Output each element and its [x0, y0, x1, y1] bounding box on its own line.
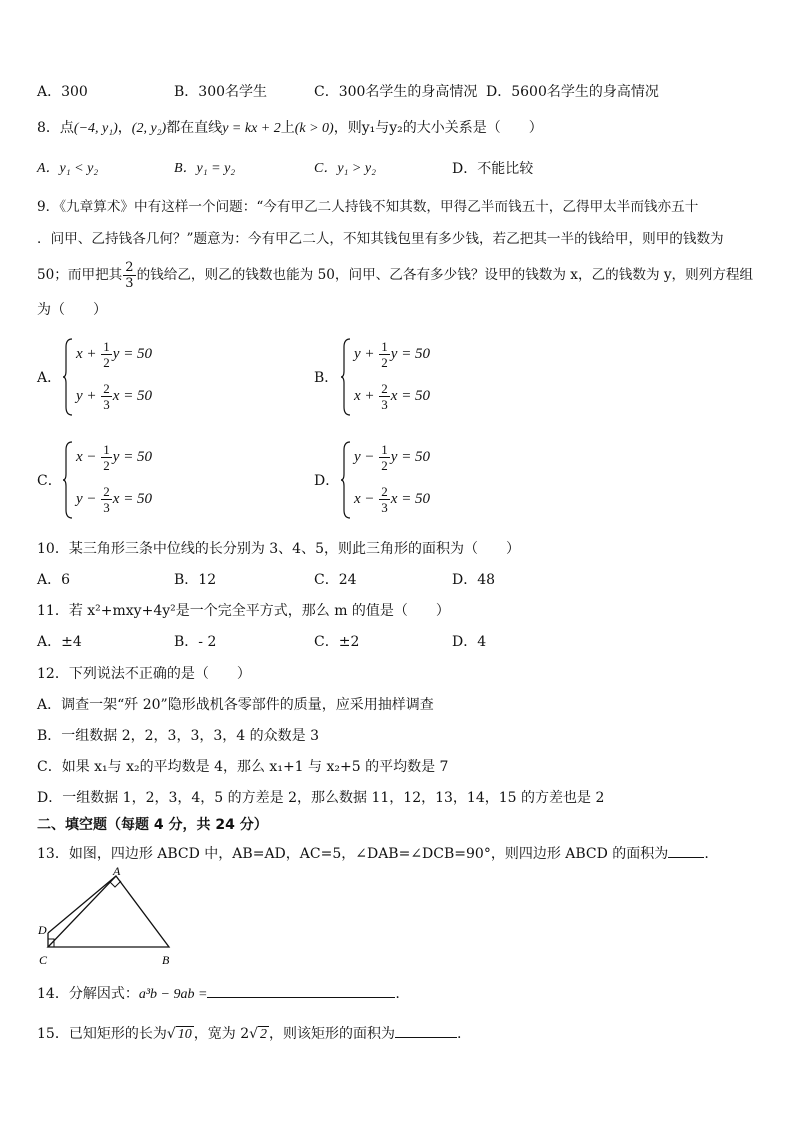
frac-num: 2	[103, 484, 110, 499]
q9-line-1: 9．《九章算术》中有这样一个问题：“今有甲乙二人持钱不知其数，甲得乙半而钱五十，乙得甲太半而钱亦五十	[37, 199, 699, 215]
right-angle-a-icon	[110, 881, 121, 887]
q9-b-r2-left: x +	[354, 387, 379, 404]
q9-line-4: 为（ ）	[37, 302, 107, 318]
q14-expression: a³b − 9ab =	[138, 987, 208, 1002]
q10-stem: 10．某三角形三条中位线的长分别为 3、4、5，则此三角形的面积为（ ）	[37, 541, 520, 557]
q9-option-d-system	[340, 440, 480, 520]
vertex-c-label: C	[39, 953, 48, 967]
q14-stem	[37, 983, 400, 1005]
q13-answer-blank	[668, 843, 704, 858]
q15-text-1: 15．已知矩形的长为	[37, 1026, 167, 1042]
fraction	[379, 442, 390, 473]
q7-option-b: B．300名学生	[174, 84, 268, 100]
q8-mid: 都在直线	[166, 120, 223, 136]
q9-d-r2-right: x = 50	[390, 490, 431, 507]
fraction	[379, 339, 390, 370]
q8-comma: ，	[117, 120, 132, 136]
q9-option-b-label: B．	[314, 370, 339, 386]
q9-b-r1-left: y +	[354, 345, 379, 362]
q12-option-d: D．一组数据 1，2，3，4，5 的方差是 2，那么数据 11，12，13，14，15 的方差也是 2	[37, 790, 605, 806]
q7-option-a: A．300	[37, 84, 88, 100]
q15-sqrt-2: 2	[260, 1027, 268, 1042]
q9-c-r2-left: y −	[76, 490, 101, 507]
q9-a-r1-right: y = 50	[112, 345, 153, 362]
q8-tail: ，则y₁与y₂的大小关系是（ ）	[333, 120, 543, 136]
brace-icon	[62, 337, 74, 417]
q9-option-b-system	[340, 337, 480, 417]
q9-b-r2-right: x = 50	[390, 387, 431, 404]
q9-a-row-2	[76, 381, 152, 412]
q9-frac-den: 3	[125, 276, 134, 291]
q14-end: .	[395, 986, 400, 1002]
q8-option-d: D．不能比较	[452, 161, 534, 177]
triangle-abc	[48, 876, 169, 947]
q8-point2: (2, y₂)	[131, 121, 167, 136]
q8-point1: (−4, y₁)	[73, 121, 118, 136]
q9-line-3a: 50；而甲把其	[37, 267, 123, 283]
q9-option-a-system	[62, 337, 202, 417]
q9-b-row-2	[354, 381, 430, 412]
q9-a-row-1	[76, 339, 152, 370]
q9-c-r1-left: x −	[76, 448, 101, 465]
q10-option-a: A．6	[37, 572, 71, 588]
q9-a-r2-left: y +	[76, 387, 101, 404]
q10-option-b: B．12	[174, 572, 217, 588]
vertex-d-label: D	[38, 923, 47, 937]
segment-da	[48, 876, 116, 933]
q15-text-3: ，则该矩形的面积为	[269, 1026, 396, 1042]
q8-stem	[37, 118, 543, 139]
q9-option-a-label: A．	[37, 370, 62, 386]
q15-stem	[37, 1023, 461, 1044]
q11-stem: 11．若 x²+mxy+4y²是一个完全平方式，那么 m 的值是（ ）	[37, 603, 450, 619]
q9-line-3b: 的钱给乙，则乙的钱数也能为 50，问甲、乙各有多少钱？设甲的钱数为 x，乙的钱数为 y，则列方程组	[136, 267, 754, 283]
q10-option-c: C．24	[314, 572, 357, 588]
q13-stem	[37, 843, 709, 864]
q9-b-r1-right: y = 50	[390, 345, 431, 362]
fraction	[101, 484, 112, 515]
frac-num: 1	[103, 442, 110, 457]
q12-option-a: A．调查一架“歼 20”隐形战机各零部件的质量，应采用抽样调查	[37, 697, 434, 713]
q13-end: .	[704, 846, 709, 862]
q7-option-c: C．300名学生的身高情况	[314, 84, 478, 100]
q9-option-c-label: C．	[37, 473, 62, 489]
q9-option-d-label: D．	[314, 473, 340, 489]
q9-d-row-2	[354, 484, 430, 515]
q14-answer-blank	[207, 983, 395, 998]
q12-stem: 12．下列说法不正确的是（ ）	[37, 666, 251, 682]
q8-lead: 8．点	[37, 120, 74, 136]
frac-den: 2	[103, 458, 110, 473]
q11-option-c: C．±2	[314, 634, 360, 650]
q9-d-r1-left: y −	[354, 448, 379, 465]
frac-num: 2	[381, 381, 388, 396]
q9-c-r2-right: x = 50	[112, 490, 153, 507]
q9-frac-num: 2	[125, 260, 134, 275]
q9-fraction	[123, 260, 135, 291]
q9-d-row-1	[354, 442, 430, 473]
brace-icon	[340, 440, 352, 520]
frac-den: 3	[103, 397, 110, 412]
q8-option-a: A．y₁ < y₂	[37, 161, 99, 176]
q14-text: 14．分解因式：	[37, 986, 139, 1002]
q11-option-a: A．±4	[37, 634, 82, 650]
q9-option-c-system	[62, 440, 202, 520]
q9-line-2: ．问甲、乙持钱各几何？”题意为：今有甲乙二人，不知其钱包里有多少钱，若乙把其一半的钱给甲，则甲的钱数为	[37, 231, 724, 247]
frac-num: 2	[103, 381, 110, 396]
fraction	[101, 442, 112, 473]
frac-den: 2	[381, 355, 388, 370]
frac-num: 1	[103, 339, 110, 354]
q7-option-d: D．5600名学生的身高情况	[486, 84, 659, 100]
q9-c-row-2	[76, 484, 152, 515]
q15-text-2: ，宽为 2	[193, 1026, 250, 1042]
q15-end: .	[457, 1026, 462, 1042]
q9-line-3	[37, 258, 753, 292]
vertex-b-label: B	[162, 953, 170, 967]
frac-num: 2	[381, 484, 388, 499]
frac-num: 1	[381, 442, 388, 457]
q15-answer-blank	[395, 1023, 457, 1038]
frac-den: 3	[103, 500, 110, 515]
q9-d-r2-left: x −	[354, 490, 379, 507]
q8-option-c: C．y₁ > y₂	[314, 161, 376, 176]
q15-sqrt-1: 10	[177, 1027, 192, 1042]
brace-icon	[340, 337, 352, 417]
vertex-a-label: A	[113, 864, 121, 878]
frac-den: 3	[381, 397, 388, 412]
q13-text: 13．如图，四边形 ABCD 中，AB=AD，AC=5，∠DAB=∠DCB=90°，则四边形 ABCD 的面积为	[37, 846, 669, 862]
frac-num: 1	[381, 339, 388, 354]
q13-figure	[36, 864, 176, 972]
q9-c-r1-right: y = 50	[112, 448, 153, 465]
frac-den: 3	[381, 500, 388, 515]
q9-b-row-1	[354, 339, 430, 370]
q8-option-b: B．y₁ = y₂	[174, 161, 236, 176]
brace-icon	[62, 440, 74, 520]
fraction	[379, 484, 390, 515]
q8-condition: (k > 0)	[294, 121, 334, 136]
q9-a-r2-right: x = 50	[112, 387, 153, 404]
section-heading: 二、填空题（每题 4 分，共 24 分）	[37, 817, 268, 833]
fraction	[101, 339, 112, 370]
q12-option-c: C．如果 x₁与 x₂的平均数是 4，那么 x₁+1 与 x₂+5 的平均数是 7	[37, 759, 449, 775]
frac-den: 2	[381, 458, 388, 473]
q10-option-d: D．48	[452, 572, 496, 588]
sqrt-icon: √	[166, 1026, 176, 1042]
fraction	[379, 381, 390, 412]
q12-option-b: B．一组数据 2，2，3，3，3，4 的众数是 3	[37, 728, 319, 744]
q8-on: 上	[280, 120, 295, 136]
q8-line-eq: y = kx + 2	[222, 121, 281, 136]
q11-option-b: B．- 2	[174, 634, 217, 650]
sqrt-icon: √	[249, 1026, 259, 1042]
q9-d-r1-right: y = 50	[390, 448, 431, 465]
fraction	[101, 381, 112, 412]
q9-a-r1-left: x +	[76, 345, 101, 362]
q9-c-row-1	[76, 442, 152, 473]
frac-den: 2	[103, 355, 110, 370]
q11-option-d: D．4	[452, 634, 487, 650]
